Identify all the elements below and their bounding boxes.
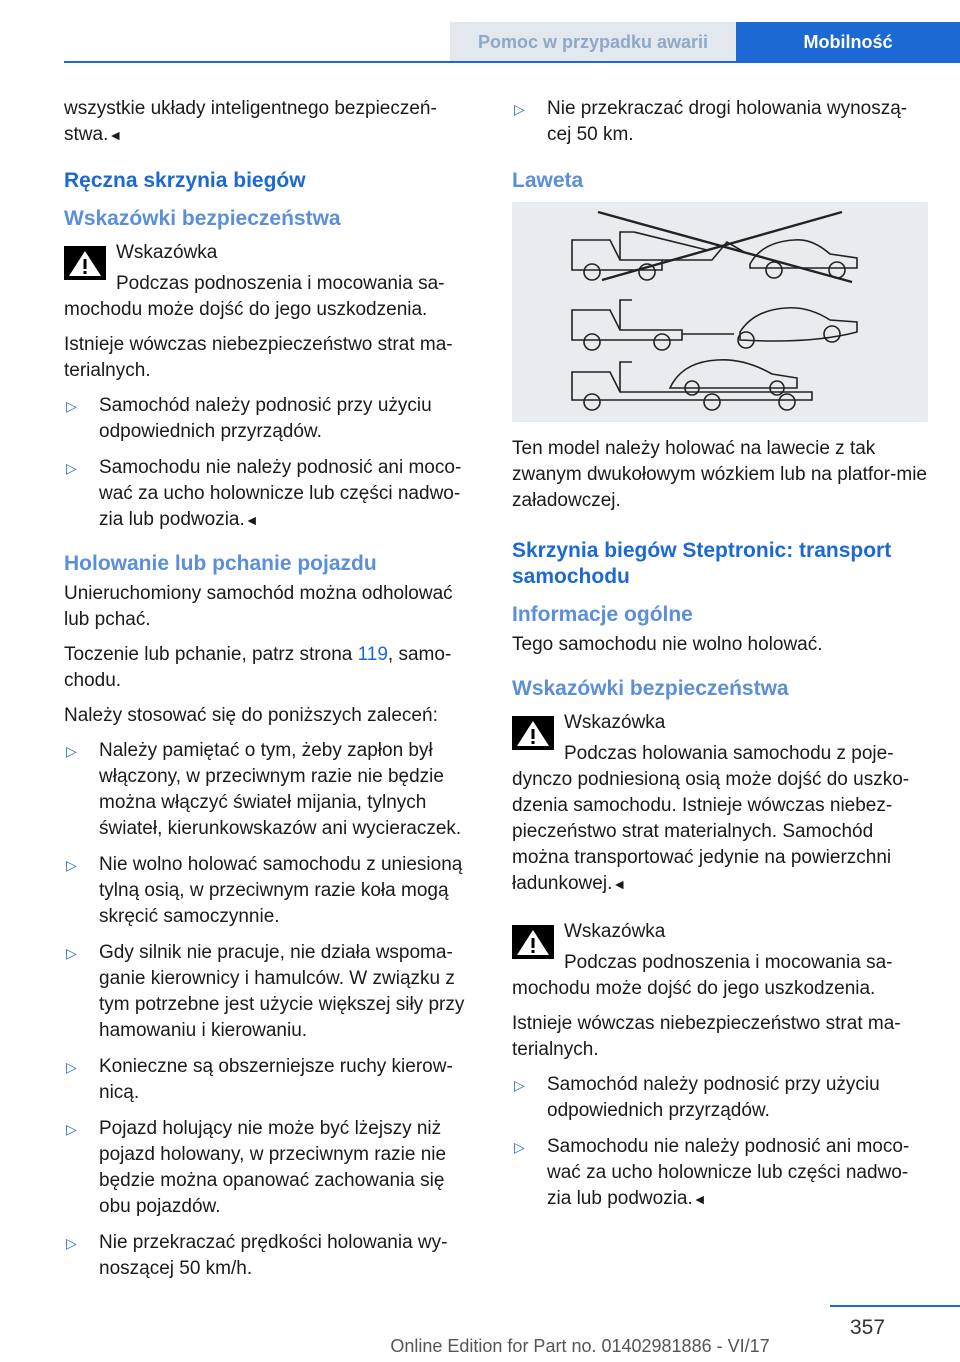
bullet-triangle-icon: ▷ xyxy=(66,1235,77,1251)
towing-bullets xyxy=(64,738,480,1282)
footer-rule xyxy=(830,1305,960,1307)
warning-text: Podczas podnoszenia i mocowania sa-mochodu może dojść do jego uszkodzenia. xyxy=(512,952,893,999)
heading-safety-notes: Wskazówki bezpieczeństwa xyxy=(64,207,341,230)
heading-general-info: Informacje ogólne xyxy=(512,603,693,626)
heading-towing: Holowanie lub pchanie pojazdu xyxy=(64,552,377,575)
list-item: ▷ Nie przekraczać drogi holowania wynoszą-cej 50 km. xyxy=(514,98,908,145)
warning-block-1 xyxy=(512,710,928,897)
list-item: ▷ Gdy silnik nie pracuje, nie działa wspoma-ganie kierownicy i hamulców. W związku z tym potrzebne jest użycie większej siły przy hamowaniu i kierowaniu. xyxy=(66,942,465,1041)
list-item: ▷ Należy pamiętać o tym, żeby zapłon był włączony, w przeciwnym razie nie będzie można włączyć świateł mijania, tylnych świateł, kierunkowskazów ani wycieraczek. xyxy=(66,740,462,839)
warning-triangle-icon xyxy=(512,925,554,959)
warning-text: Podczas podnoszenia i mocowania sa-mochodu może dojść do jego uszkodzenia. xyxy=(64,273,445,320)
intro-end: wszystkie układy inteligentnego bezpieczeń-stwa.◄ xyxy=(64,98,437,145)
edition-label: Online Edition for Part no. 01402981886 - VI/17 xyxy=(390,1336,770,1356)
bullet-triangle-icon: ▷ xyxy=(66,398,77,414)
right-column xyxy=(512,96,928,1222)
list-item: ▷ Samochodu nie należy podnosić ani moco-wać za ucho holownicze lub części nadwo-zia lub podwozia.◄ xyxy=(514,1136,910,1209)
distance-bullet xyxy=(512,96,928,148)
page-link[interactable]: 119 xyxy=(357,644,388,665)
tow-paragraph-2: Toczenie lub pchanie, patrz strona 119, samo-chodu. xyxy=(64,644,452,691)
header-chapter-tab[interactable]: Mobilność xyxy=(736,22,960,62)
warning-text: Podczas holowania samochodu z poje-dynczo podniesioną osią może dojść do uszko-dzenia samochodu. Istnieje wówczas niebez-pieczeństwo strat materialnych. Samochód można transportować jedynie na powierzchni ładunkowej.◄ xyxy=(512,743,910,894)
list-item: ▷ Konieczne są obszerniejsze ruchy kierow-nicą. xyxy=(66,1056,453,1103)
warning-title: Wskazówka xyxy=(564,921,666,942)
list-item: ▷ Samochód należy podnosić przy użyciu odpowiednich przyrządów. xyxy=(514,1074,880,1121)
page-number: 357 xyxy=(850,1316,886,1339)
warning-title: Wskazówka xyxy=(116,242,218,263)
list-item: ▷ Samochód należy podnosić przy użyciu odpowiednich przyrządów. xyxy=(66,395,432,442)
warning-text-2: Istnieje wówczas niebezpieczeństwo strat ma-terialnych. xyxy=(512,1013,901,1060)
warning-triangle-icon xyxy=(64,246,106,280)
header-section-tab[interactable]: Pomoc w przypadku awarii xyxy=(450,22,736,62)
bullet-triangle-icon: ▷ xyxy=(66,1059,77,1075)
end-mark-icon: ◄ xyxy=(108,127,123,143)
bullet-triangle-icon: ▷ xyxy=(66,1121,77,1137)
bullet-triangle-icon: ▷ xyxy=(514,101,525,117)
bullet-triangle-icon: ▷ xyxy=(66,460,77,476)
list-item: ▷ Samochodu nie należy podnosić ani moco-wać za ucho holownicze lub części nadwo-zia lub podwozia.◄ xyxy=(66,457,462,530)
left-column xyxy=(64,96,480,1292)
bullet-triangle-icon: ▷ xyxy=(66,945,77,961)
header-rule xyxy=(64,61,960,63)
list-item: ▷ Pojazd holujący nie może być lżejszy niż pojazd holowany, w przeciwnym razie nie będzie można opanować zachowania się obu pojazdów. xyxy=(66,1118,447,1217)
bullet-triangle-icon: ▷ xyxy=(514,1077,525,1093)
lift-bullets xyxy=(64,393,480,533)
bullet-triangle-icon: ▷ xyxy=(514,1139,525,1155)
end-mark-icon: ◄ xyxy=(244,512,259,528)
tow-paragraph-3: Należy stosować się do poniższych zaleceń: xyxy=(64,705,438,726)
heading-laweta: Laweta xyxy=(512,169,584,192)
list-item: ▷ Nie przekraczać prędkości holowania wy-noszącej 50 km/h. xyxy=(66,1232,448,1279)
heading-safety-notes-2: Wskazówki bezpieczeństwa xyxy=(512,677,789,700)
warning-title: Wskazówka xyxy=(564,712,666,733)
general-paragraph: Tego samochodu nie wolno holować. xyxy=(512,634,823,655)
tow-paragraph-1: Unieruchomiony samochód można odholować lub pchać. xyxy=(64,583,453,630)
end-mark-icon: ◄ xyxy=(612,876,627,892)
heading-steptronic: Skrzynia biegów Steptronic: transport samochodu xyxy=(512,539,892,588)
list-item: ▷ Nie wolno holować samochodu z uniesioną tylną osią, w przeciwnym razie koła mogą skręcić samoczynnie. xyxy=(66,854,463,927)
warning-triangle-icon xyxy=(512,716,554,750)
heading-manual-gearbox: Ręczna skrzynia biegów xyxy=(64,169,306,192)
bullet-triangle-icon: ▷ xyxy=(66,857,77,873)
bullet-triangle-icon: ▷ xyxy=(66,743,77,759)
warning-block-2 xyxy=(512,919,928,1002)
end-mark-icon: ◄ xyxy=(692,1191,707,1207)
laweta-paragraph: Ten model należy holować na lawecie z tak zwanym dwukołowym wózkiem lub na platfor-mie załadowczej. xyxy=(512,438,927,511)
warning-text-2: Istnieje wówczas niebezpieczeństwo strat ma-terialnych. xyxy=(64,334,453,381)
towing-illustration xyxy=(512,202,928,422)
lift-bullets-2 xyxy=(512,1072,928,1212)
warning-block xyxy=(64,240,480,323)
